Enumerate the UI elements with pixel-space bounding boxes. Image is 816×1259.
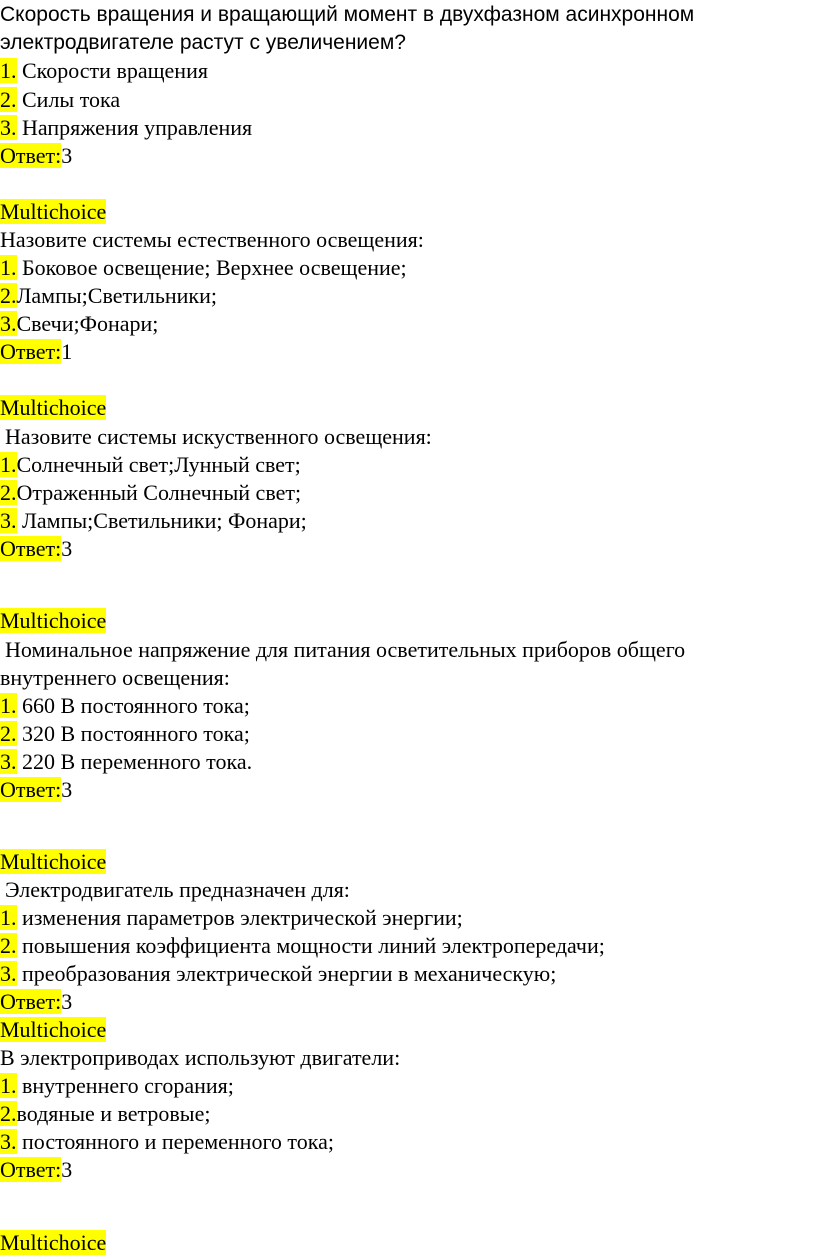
question-2-option-3 <box>0 311 158 337</box>
question-5-option-3 <box>0 961 556 987</box>
option-number: 2. <box>0 283 17 308</box>
question-4-option-2 <box>0 721 250 747</box>
option-text: повышения коэффициента мощности линий электропередачи; <box>22 933 605 958</box>
option-number: 3. <box>0 749 17 774</box>
question-4-type-label <box>0 608 106 634</box>
option-number: 3. <box>0 311 17 336</box>
multichoice-label: Multichoice <box>0 199 107 224</box>
multichoice-label: Multichoice <box>0 1230 107 1255</box>
option-number: 2. <box>0 721 17 746</box>
option-number: 2. <box>0 933 17 958</box>
question-1-answer <box>0 143 72 169</box>
question-3-option-2 <box>0 480 301 506</box>
option-text: Лампы;Светильники; Фонари; <box>22 508 307 533</box>
option-number: 1. <box>0 452 17 477</box>
question-4-text-line-2: внутреннего освещения: <box>0 665 230 690</box>
option-number: 1. <box>0 693 17 718</box>
multichoice-label: Multichoice <box>0 849 107 874</box>
question-5-option-1 <box>0 905 463 931</box>
question-6-option-2 <box>0 1101 210 1127</box>
option-text: Лампы;Светильники; <box>16 283 217 308</box>
option-number: 3. <box>0 115 17 140</box>
option-text: Солнечный свет;Лунный свет; <box>16 452 301 477</box>
question-1-option-1 <box>0 58 208 84</box>
option-text: изменения параметров электрической энергии; <box>22 905 463 930</box>
answer-value: 3 <box>61 1157 73 1182</box>
question-2-option-2 <box>0 283 217 309</box>
question-6-option-1 <box>0 1073 234 1099</box>
question-1-text-line-1: Скорость вращения и вращающий момент в двухфазном асинхронном <box>0 3 695 26</box>
multichoice-label: Multichoice <box>0 1017 107 1042</box>
question-5-answer <box>0 989 72 1015</box>
answer-value: 1 <box>61 339 73 364</box>
option-text: Скорости вращения <box>22 58 208 83</box>
answer-label: Ответ: <box>0 777 62 802</box>
answer-label: Ответ: <box>0 536 62 561</box>
option-text: постоянного и переменного тока; <box>22 1129 334 1154</box>
option-text: 320 В постоянного тока; <box>22 721 250 746</box>
option-number: 3. <box>0 1129 17 1154</box>
option-number: 1. <box>0 58 17 83</box>
question-3-option-3 <box>0 508 307 534</box>
question-5-text: Электродвигатель предназначен для: <box>5 877 350 902</box>
question-2-text: Назовите системы естественного освещения: <box>0 227 424 252</box>
question-4-answer <box>0 777 72 803</box>
answer-label: Ответ: <box>0 143 62 168</box>
answer-value: 3 <box>61 989 73 1014</box>
question-6-text: В электроприводах используют двигатели: <box>0 1045 401 1070</box>
question-6-type-label <box>0 1017 106 1043</box>
question-6-option-3 <box>0 1129 334 1155</box>
option-text: преобразования электрической энергии в механическую; <box>22 961 557 986</box>
question-4-option-3 <box>0 749 252 775</box>
question-3-answer <box>0 536 72 562</box>
question-4-text-line-1: Номинальное напряжение для питания осветительных приборов общего <box>5 637 686 662</box>
question-2-type-label <box>0 199 106 225</box>
option-text: 660 В постоянного тока; <box>22 693 250 718</box>
question-5-option-2 <box>0 933 605 959</box>
option-text: Боковое освещение; Верхнее освещение; <box>22 255 407 280</box>
question-6-answer <box>0 1157 72 1183</box>
question-4-option-1 <box>0 693 250 719</box>
question-1-text-line-2: электродвигателе растут с увеличением? <box>0 31 406 54</box>
question-1-option-2 <box>0 87 120 113</box>
option-number: 1. <box>0 1073 17 1098</box>
answer-value: 3 <box>61 536 73 561</box>
answer-value: 3 <box>61 143 73 168</box>
question-7-type-label <box>0 1230 106 1256</box>
question-2-option-1 <box>0 255 407 281</box>
answer-value: 3 <box>61 777 73 802</box>
question-5-type-label <box>0 849 106 875</box>
answer-label: Ответ: <box>0 989 62 1014</box>
multichoice-label: Multichoice <box>0 395 107 420</box>
option-text: 220 В переменного тока. <box>22 749 253 774</box>
option-number: 2. <box>0 1101 17 1126</box>
option-text: Свечи;Фонари; <box>16 311 159 336</box>
option-number: 1. <box>0 255 17 280</box>
option-number: 2. <box>0 480 17 505</box>
option-number: 3. <box>0 961 17 986</box>
option-number: 1. <box>0 905 17 930</box>
question-2-answer <box>0 339 72 365</box>
answer-label: Ответ: <box>0 339 62 364</box>
option-text: водяные и ветровые; <box>16 1101 211 1126</box>
multichoice-label: Multichoice <box>0 608 107 633</box>
question-1-option-3 <box>0 115 252 141</box>
question-3-text: Назовите системы искуственного освещения: <box>5 424 432 449</box>
question-3-type-label <box>0 395 106 421</box>
option-text: внутреннего сгорания; <box>22 1073 234 1098</box>
option-text: Силы тока <box>22 87 121 112</box>
option-number: 3. <box>0 508 17 533</box>
option-number: 2. <box>0 87 17 112</box>
answer-label: Ответ: <box>0 1157 62 1182</box>
option-text: Напряжения управления <box>22 115 253 140</box>
option-text: Отраженный Солнечный свет; <box>16 480 302 505</box>
question-3-option-1 <box>0 452 301 478</box>
